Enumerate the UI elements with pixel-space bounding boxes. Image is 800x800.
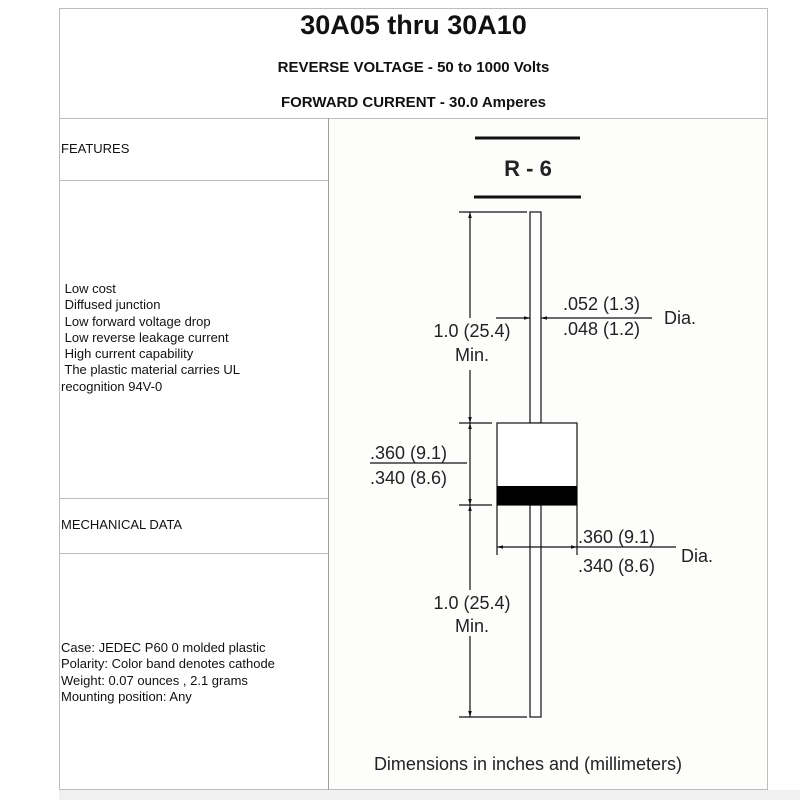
feature-item: Low forward voltage drop <box>61 313 211 329</box>
feature-item: Low reverse leakage current <box>61 329 229 345</box>
dimensions-caption: Dimensions in inches and (millimeters) <box>373 754 683 774</box>
feature-item: The plastic material carries UL <box>61 362 240 378</box>
body-length-max: .360 (9.1) <box>370 443 448 463</box>
lead-dia-label: Dia. <box>664 308 697 328</box>
feature-item: recognition 94V-0 <box>61 378 163 394</box>
upper-lead-length: 1.0 (25.4) <box>433 321 511 341</box>
mechanical-item: Mounting position: Any <box>61 688 192 704</box>
reverse-voltage: REVERSE VOLTAGE - 50 to 1000 Volts <box>277 59 550 76</box>
lead-dia-min: .048 (1.2) <box>563 319 641 339</box>
features-heading: FEATURES <box>61 141 130 156</box>
lower-lead-length: 1.0 (25.4) <box>433 593 511 613</box>
part-title: 30A05 thru 30A10 <box>300 10 527 40</box>
upper-min-label: Min. <box>454 345 490 365</box>
feature-item: Diffused junction <box>61 297 161 313</box>
body-dia-max: .360 (9.1) <box>578 527 656 547</box>
body-dia-min: .340 (8.6) <box>578 556 656 576</box>
mechanical-item: Polarity: Color band denotes cathode <box>61 656 275 672</box>
package-name: R - 6 <box>504 156 552 181</box>
mechanical-item: Weight: 0.07 ounces , 2.1 grams <box>61 672 248 688</box>
body-dia-label: Dia. <box>681 546 714 566</box>
cathode-band <box>497 486 577 505</box>
lower-lead <box>530 505 541 717</box>
feature-item: High current capability <box>61 346 194 362</box>
mechanical-heading: MECHANICAL DATA <box>61 517 183 532</box>
forward-current: FORWARD CURRENT - 30.0 Amperes <box>280 94 547 111</box>
lower-min-label: Min. <box>454 616 490 636</box>
lead-dia-max: .052 (1.3) <box>563 294 641 314</box>
body-length-min: .340 (8.6) <box>370 468 448 488</box>
mechanical-item: Case: JEDEC P60 0 molded plastic <box>61 640 266 655</box>
feature-item: Low cost <box>61 281 116 296</box>
upper-lead <box>530 212 541 423</box>
